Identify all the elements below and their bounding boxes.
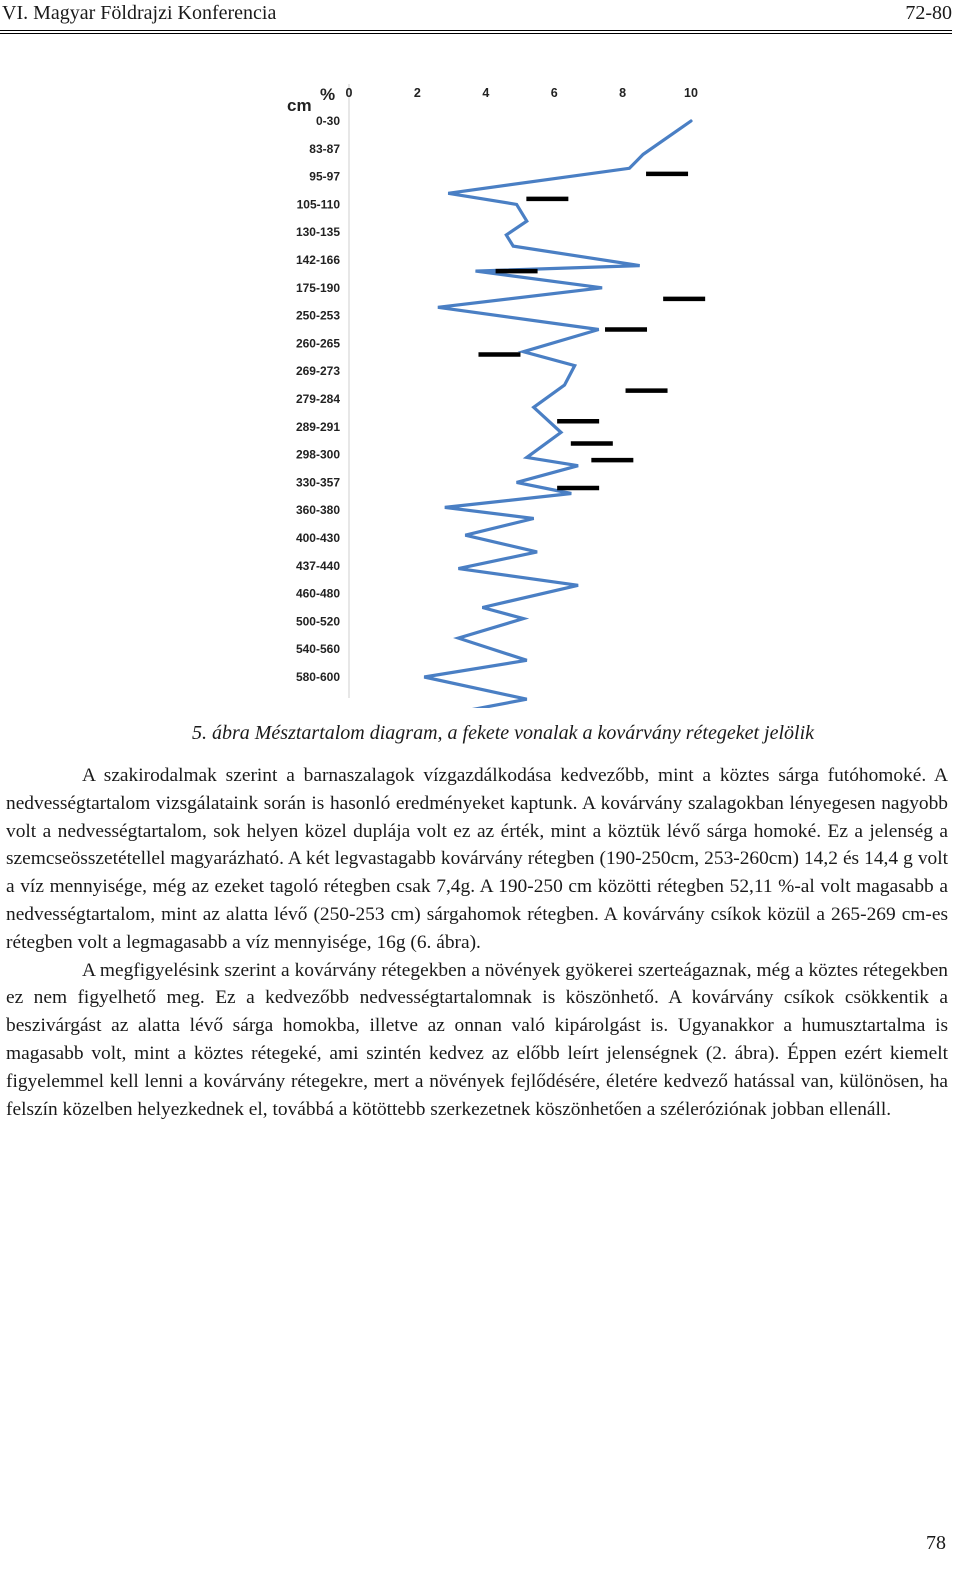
x-tick-label: 10 [684,86,698,100]
x-tick-label: 6 [550,86,558,100]
depth-label: 500-520 [295,614,340,629]
carbonate-series-line [424,121,691,708]
depth-label: 142-166 [295,253,340,267]
depth-label: 298-300 [295,447,340,462]
depth-label: 105-110 [296,197,340,212]
depth-label: 330-357 [295,475,340,490]
depth-label: 175-190 [295,280,340,295]
carbonate-depth-chart [280,78,740,708]
depth-label: 437-440 [295,558,340,573]
body-text [6,762,948,1123]
depth-label: 250-253 [295,308,340,323]
depth-label: 83-87 [309,141,340,156]
depth-label: 260-265 [295,336,340,351]
x-tick-label: 0 [345,86,353,100]
page-number: 78 [926,1532,946,1554]
depth-label: 279-284 [295,392,340,406]
depth-label: 580-600 [295,670,340,684]
figure-caption: 5. ábra Mésztartalom diagram, a fekete vonalak a kovárvány rétegeket jelölik [191,722,815,744]
depth-label: 360-380 [295,503,340,518]
paragraph-1: A szakirodalmak szerint a barnaszalagok vízgazdálkodása kedvezőbb, mint a köztes sárga futóhomoké. A nedvességtartalom vizsgálataink során is hasonló eredményeket kaptunk. A kovárvány szalagokban lényegesen nagyobb volt a nedvességtartalom, sok helyen közel duplája volt ez az érték, mint a köztük lévő sárga homoké. Ez a jelenség a szemcseösszetétellel magyarázható. A két legvastagabb kovárvány rétegben (190-250cm, 253-260cm) 14,2 és 14,4 g volt a víz mennyisége, még az ezeket tagoló rétegben csak 7,4g. A 190-250 cm közötti rétegben 52,11 %-al volt magasabb a nedvességtartalom, mint az alatta lévő (250-253 cm) sárgahomok rétegben. A kovárvány csíkok közül a 265-269 cm-es rétegben volt a legmagasabb a víz mennyisége, 16g (6. ábra). [6,765,948,953]
depth-label: 540-560 [295,642,340,657]
page-header [0,0,952,34]
depth-label: 400-430 [295,531,340,545]
x-unit-label: % [320,85,336,104]
depth-label: 269-273 [295,364,340,379]
x-tick-label: 4 [482,86,490,100]
depth-label: 130-135 [295,225,340,240]
page-range: 72-80 [905,2,952,24]
depth-label: 0-30 [315,114,340,128]
conference-title: VI. Magyar Földrajzi Konferencia [2,2,277,24]
y-unit-label: cm [287,96,312,115]
depth-label: 460-480 [295,586,340,601]
x-tick-label: 2 [413,86,421,100]
paragraph-2: A megfigyelésink szerint a kovárvány rétegekben a növények gyökerei szerteágaznak, még a köztes rétegekben ez nem figyelhető meg. Ez a kedvezőbb nedvességtartalomnak is köszönhető. A kovárvány csíkok csökkentik a beszivárgást az alatta lévő sárga homokba, illetve az onnan való kipárolgást is. Ugyanakkor a humusztartalma is magasabb volt, mint a köztes rétegeké, ami szintén kedvez az előbb leírt jelenségnek (2. ábra). Éppen ezért kiemelt figyelemmel kell lenni a kovárvány rétegekre, mert a növények fejlődésére, életére kedvező hatással van, különösen, ha felszín közelben helyezkednek el, továbbá a kötöttebb szerkezetnek köszönhetően a széleróziónak jobban ellenáll. [6,959,948,1120]
depth-label: 289-291 [295,419,340,434]
depth-label: 95-97 [309,169,340,184]
x-tick-label: 8 [619,86,627,100]
